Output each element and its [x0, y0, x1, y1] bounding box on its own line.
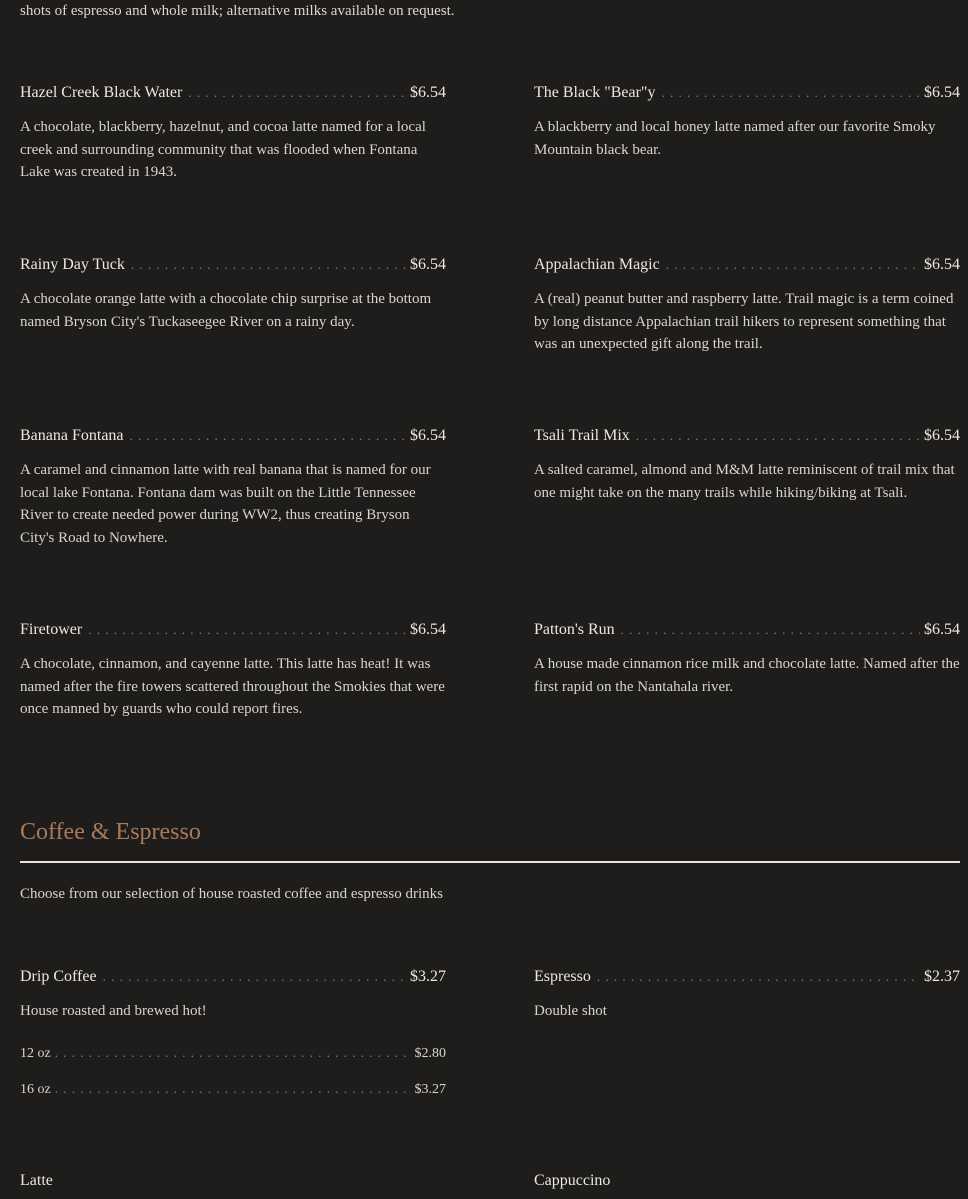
- item-name: Firetower: [20, 621, 83, 638]
- item-name: Hazel Creek Black Water: [20, 84, 183, 101]
- dot-leader: [621, 619, 920, 641]
- menu-item-espresso[interactable]: [534, 966, 960, 1023]
- item-description: A salted caramel, almond and M&M latte reminiscent of trail mix that one might take on the many trails while hiking/biking at Tsali.: [534, 462, 955, 501]
- item-description: A house made cinnamon rice milk and chocolate latte. Named after the first rapid on the Nantahala river.: [534, 656, 960, 695]
- item-price: $6.54: [410, 84, 446, 101]
- dot-leader: [131, 254, 406, 276]
- item-price: $6.54: [410, 621, 446, 638]
- menu-item-drip-coffee[interactable]: [20, 966, 446, 1023]
- dot-leader: [188, 82, 406, 104]
- item-description: A chocolate orange latte with a chocolate chip surprise at the bottom named Bryson City's Tuckaseegee River on a rainy day.: [20, 291, 432, 330]
- item-name: Banana Fontana: [20, 427, 124, 444]
- item-description: Double shot: [534, 1003, 607, 1019]
- menu-item-appalachian-magic[interactable]: [534, 254, 960, 356]
- item-description: A (real) peanut butter and raspberry latte. Trail magic is a term coined by long distance Appalachian trail hikers to represent something that was an unexpected gift along the trail.: [534, 291, 954, 352]
- dot-leader: [636, 425, 920, 447]
- menu-item-tsali-trail-mix[interactable]: [534, 425, 960, 504]
- menu-item-black-beary[interactable]: [534, 82, 960, 161]
- menu-item-firetower[interactable]: [20, 619, 446, 721]
- size-price: $2.80: [414, 1046, 446, 1061]
- item-price: $6.54: [924, 84, 960, 101]
- item-name: Tsali Trail Mix: [534, 427, 630, 444]
- item-name: Cappuccino: [534, 1172, 611, 1189]
- item-name: Patton's Run: [534, 621, 615, 638]
- menu-item-latte[interactable]: [20, 1170, 446, 1192]
- section-divider: [20, 861, 960, 863]
- item-description: A caramel and cinnamon latte with real banana that is named for our local lake Fontana. Fontana dam was built on the Little Tennessee River to create needed power during WW2, thus creating Bryson City's Road to Nowhere.: [20, 462, 431, 546]
- item-price: $6.54: [924, 621, 960, 638]
- item-name: Espresso: [534, 968, 591, 985]
- size-price: $3.27: [414, 1082, 446, 1097]
- dot-leader: [130, 425, 406, 447]
- section-description: Choose from our selection of house roasted coffee and espresso drinks: [20, 886, 443, 902]
- menu-item-banana-fontana[interactable]: [20, 425, 446, 549]
- item-name: The Black "Bear"y: [534, 84, 656, 101]
- dot-leader: [55, 1079, 409, 1099]
- dot-leader: [88, 619, 406, 641]
- item-price: $3.27: [410, 968, 446, 985]
- item-price: $6.54: [924, 427, 960, 444]
- menu-item-pattons-run[interactable]: [534, 619, 960, 698]
- item-description: A chocolate, cinnamon, and cayenne latte. This latte has heat! It was named after the fire towers scattered throughout the Smokies that were once manned by guards who could report fires.: [20, 656, 445, 717]
- item-price: $2.37: [924, 968, 960, 985]
- size-option-16oz[interactable]: [20, 1079, 446, 1100]
- item-name: Rainy Day Tuck: [20, 256, 125, 273]
- menu-item-rainy-day-tuck[interactable]: [20, 254, 446, 333]
- section-title-coffee-espresso: Coffee & Espresso: [20, 819, 201, 845]
- size-option-12oz[interactable]: [20, 1043, 446, 1064]
- item-price: $6.54: [410, 256, 446, 273]
- menu-item-hazel-creek[interactable]: [20, 82, 446, 184]
- item-name: Latte: [20, 1172, 53, 1189]
- intro-text: shots of espresso and whole milk; alternative milks available on request.: [20, 3, 455, 19]
- item-price: $6.54: [924, 256, 960, 273]
- dot-leader: [103, 966, 406, 988]
- dot-leader: [55, 1043, 409, 1063]
- item-name: Appalachian Magic: [534, 256, 660, 273]
- item-description: A blackberry and local honey latte named after our favorite Smoky Mountain black bear.: [534, 119, 936, 158]
- menu-item-cappuccino[interactable]: [534, 1170, 960, 1192]
- item-price: $6.54: [410, 427, 446, 444]
- size-label: 16 oz: [20, 1082, 51, 1097]
- item-name: Drip Coffee: [20, 968, 97, 985]
- item-description: A chocolate, blackberry, hazelnut, and cocoa latte named for a local creek and surrounding community that was flooded when Fontana Lake was created in 1943.: [20, 119, 426, 180]
- dot-leader: [597, 966, 920, 988]
- item-description: House roasted and brewed hot!: [20, 1003, 207, 1019]
- dot-leader: [666, 254, 920, 276]
- size-label: 12 oz: [20, 1046, 51, 1061]
- dot-leader: [661, 82, 920, 104]
